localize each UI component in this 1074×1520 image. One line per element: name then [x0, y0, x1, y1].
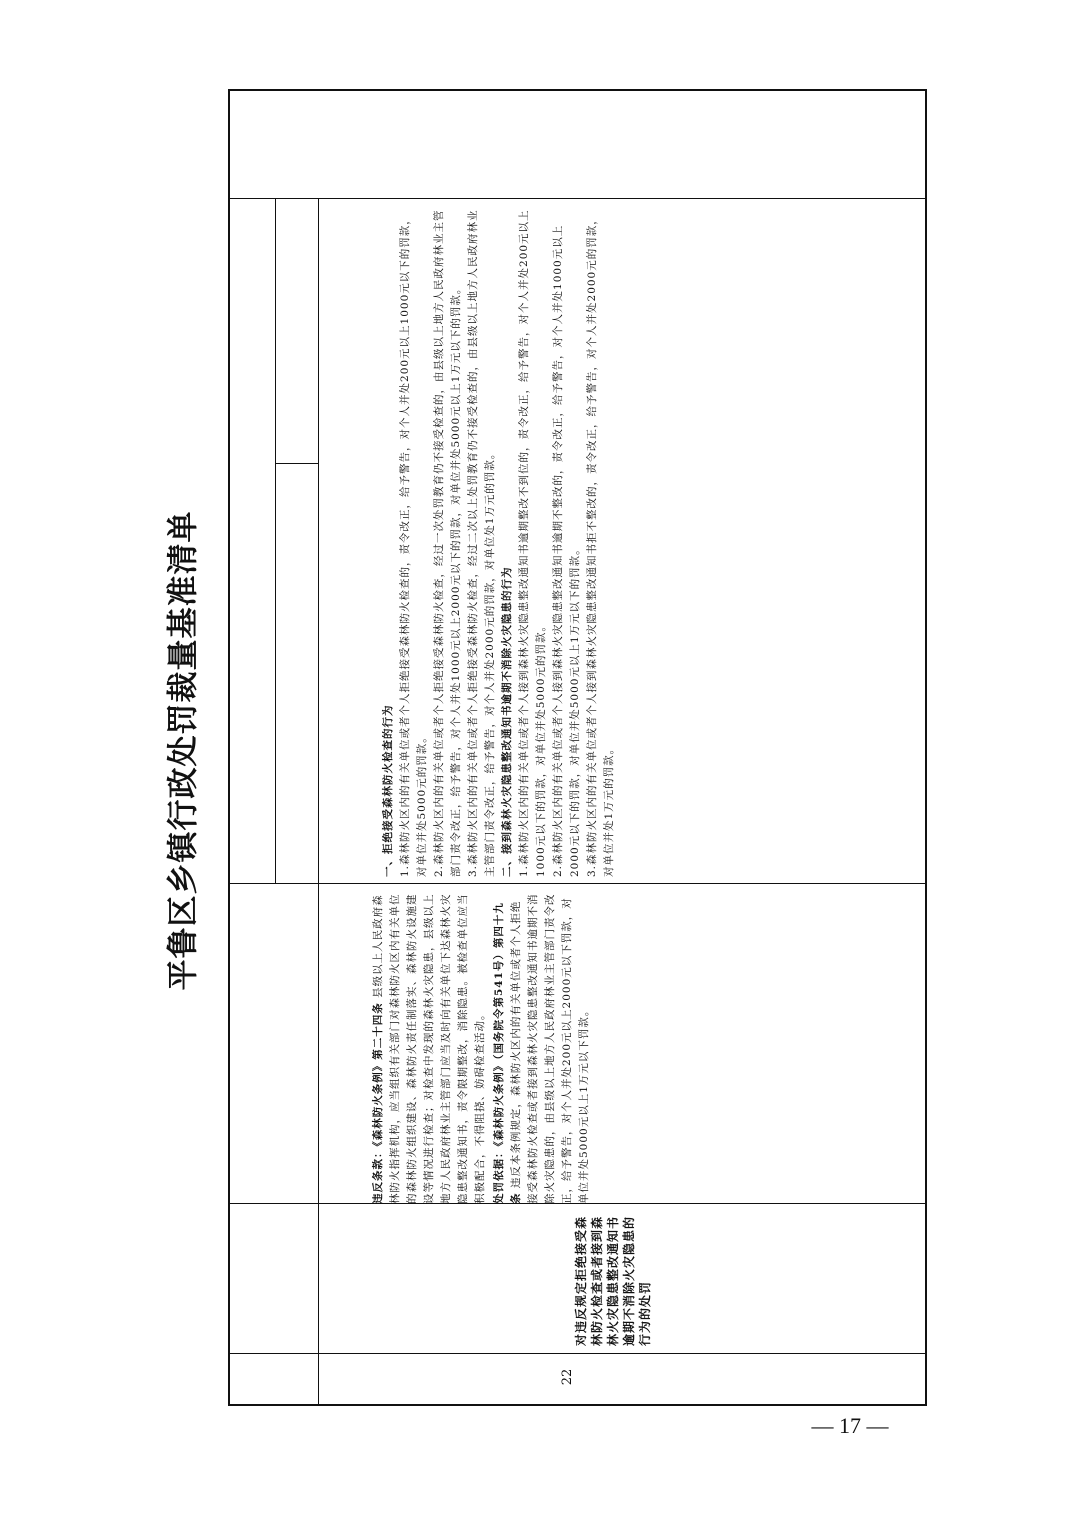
page-number: — 17 —	[811, 1413, 889, 1438]
col-divider-1	[230, 1353, 925, 1354]
inner-divider	[275, 463, 318, 464]
row-index: 22	[560, 1368, 575, 1386]
standards-cell	[380, 207, 618, 877]
section1-item: 2.森林防火区内的有关单位或者个人拒绝接受森林防火检查，经过一次处罚教育仍不接受检查的，由县级以上地方人民政府林业主管部门责令改正，给予警告，对个人并处1000元以上2000元以下的罚款，对单位并处5000元以上1万元以下的罚款。	[433, 209, 462, 877]
section2-title: 二、接到森林火灾隐患整改通知书逾期不消除火灾隐患的行为	[501, 566, 513, 877]
violation-text: 县级以上人民政府森林防火指挥机构，应当组织有关部门对森林防火区内有关单位的森林防火组织建设、森林防火责任制落实、森林防火设施建设等情况进行检查；对检查中发现的森林火灾隐患，县级以上地方人民政府林业主管部门应当及时向有关单位下达森林火灾隐患整改通知书，责令限期整改，消除隐患。被检查单位应当积极配合，不得阻挠、妨碍检查活动。	[372, 893, 486, 1204]
violation-label: 违反条款：	[372, 1146, 384, 1204]
section1-item: 1.森林防火区内的有关单位或者个人拒绝接受森林防火检查的，责令改正，给予警告，对个人并处200元以上1000元以下的罚款，对单位并处5000元的罚款。	[399, 213, 428, 877]
row-divider-2	[275, 199, 276, 884]
section1-title: 一、拒绝接受森林防火检查的行为	[382, 704, 394, 877]
section2-item: 2.森林防火区内的有关单位或者个人接到森林火灾隐患整改通知书逾期不整改的，责令改正，给予警告，对个人并处1000元以上2000元以下的罚款，对单位并处5000元以上1万元以下的罚款。	[552, 224, 581, 877]
col-divider-4	[230, 198, 925, 199]
violation-source: 《森林防火条例》第二十四条	[372, 1002, 384, 1147]
penalty-label: 处罚依据：	[493, 1146, 505, 1204]
penalty-source: 《森林防火条例》（国务院令第541号）第四十九条	[493, 902, 522, 1204]
document-title: 平鲁区乡镇行政处罚裁量基准清单	[165, 510, 202, 990]
col-divider-3	[230, 883, 925, 884]
basis-cell	[370, 892, 593, 1204]
table-frame	[228, 89, 927, 1406]
row-divider-1	[318, 199, 319, 1404]
item-name: 对违反规定拒绝接受森林防火检查或者接到森林火灾隐患整改通知书逾期不消除火灾隐患的行为的处罚	[574, 1215, 652, 1346]
penalty-table	[228, 89, 927, 1406]
section1-item: 3.森林防火区内的有关单位或者个人拒绝接受森林防火检查，经过二次以上处罚教育仍不接受检查的，由县级以上地方人民政府林业主管部门责令改正，给予警告，对个人并处2000元的罚款，对单位处1万元的罚款。	[467, 209, 496, 877]
penalty-text: 违反本条例规定，森林防火区内的有关单位或者个人拒绝接受森林防火检查或者接到森林火灾隐患整改通知书逾期不消除火灾隐患的，由县级以上地方人民政府林业主管部门责令改正，给予警告，对个人并处200元以上2000元以下罚款，对单位并处5000元以上1万元以下罚款。	[510, 893, 590, 1204]
section2-item: 3.森林防火区内的有关单位或者个人接到森林火灾隐患整改通知书拒不整改的，责令改正，给予警告，对个人并处2000元的罚款，对单位并处1万元的罚款。	[586, 213, 615, 877]
section2-item: 1.森林防火区内的有关单位或者个人接到森林火灾隐患整改通知书逾期整改不到位的，责令改正，给予警告，对个人并处200元以上1000元以下的罚款，对单位并处5000元的罚款。	[518, 209, 547, 877]
